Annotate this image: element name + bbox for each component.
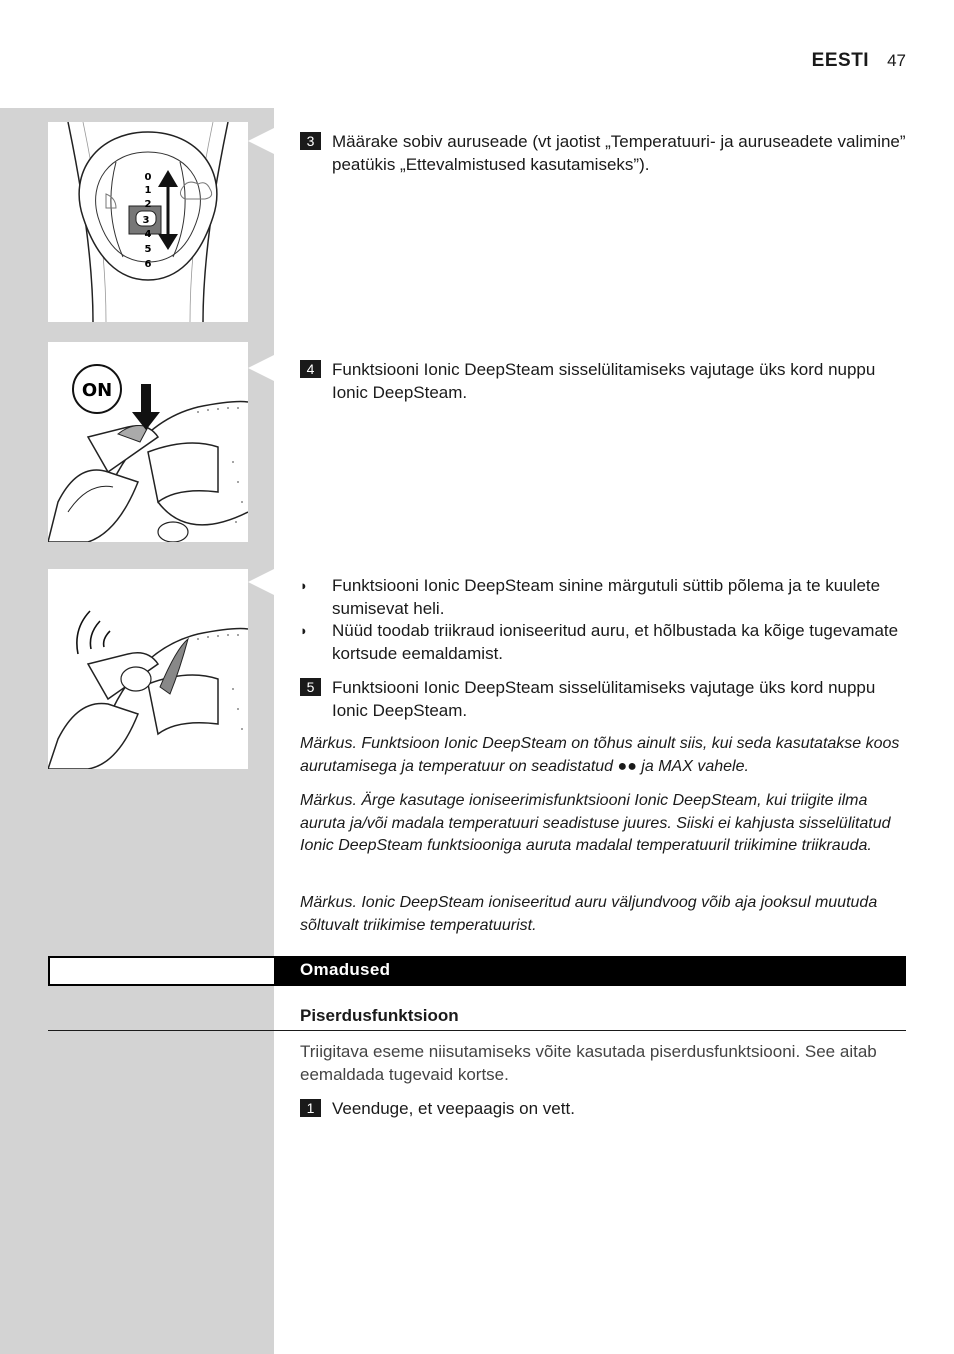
dial-number: 0 — [144, 172, 152, 183]
section-bar-left-cutout — [50, 958, 274, 984]
dial-selected-number: 3 — [142, 215, 150, 226]
step-text: Funktsiooni Ionic DeepSteam sisselülitamiseks vajutage üks kord nuppu Ionic DeepSteam. — [332, 360, 876, 402]
note-1: Märkus. Funktsioon Ionic DeepSteam on tõhus ainult siis, kui seda kasutatakse koos aurutamisega ja temperatuur on seadistatud ●● ja MAX vahele. — [300, 735, 900, 775]
figure-pointer — [248, 128, 274, 154]
figure-pointer — [248, 569, 274, 595]
section-title: Omadused — [300, 960, 391, 979]
dial-number: 6 — [144, 259, 152, 270]
bullet-icon: ◗ — [300, 578, 308, 593]
section-heading-bar — [48, 956, 906, 986]
step-text: Määrake sobiv auruseade (vt jaotist „Temperatuuri- ja auruseadete valimine” peatükis „Ettevalmistused kasutamiseks”). — [332, 132, 906, 174]
page-number: 47 — [887, 51, 906, 70]
on-label: ON — [81, 380, 113, 401]
step-number: 5 — [300, 678, 321, 696]
subsection-title: Piserdusfunktsioon — [300, 1006, 459, 1025]
note-3: Märkus. Ionic DeepSteam ioniseeritud auru väljundvoog võib aja jooksul muutuda sõltuvalt triikimise temperatuurist. — [300, 894, 878, 934]
dial-number: 2 — [144, 199, 152, 210]
figure-pointer — [248, 355, 274, 381]
dial-number: 5 — [144, 244, 152, 255]
result-bullet-2 — [300, 619, 906, 665]
bullet-icon: ◗ — [300, 623, 308, 638]
step-1 — [300, 1097, 906, 1120]
bullet-text: Nüüd toodab triikraud ioniseeritud auru, et hõlbustada ka kõige tugevamate kortsude eemaldamist. — [332, 621, 899, 663]
step-4 — [300, 358, 906, 404]
bullet-text: Funktsiooni Ionic DeepSteam sinine märgutuli süttib põlema ja te kuulete sumisevat heli. — [332, 576, 881, 618]
dial-number: 4 — [144, 229, 152, 240]
step-text: Funktsiooni Ionic DeepSteam sisselülitamiseks vajutage üks kord nuppu Ionic DeepSteam. — [332, 678, 876, 720]
step-number: 1 — [300, 1099, 321, 1117]
subsection-rule — [48, 1030, 906, 1031]
figure-sound-indicator — [48, 569, 248, 769]
figure-on-button — [48, 342, 248, 542]
language-label: EESTI — [811, 50, 870, 71]
result-bullet-1 — [300, 574, 906, 620]
step-5 — [300, 676, 906, 722]
dial-number: 1 — [144, 185, 152, 196]
step-3 — [300, 130, 906, 176]
step-text: Veenduge, et veepaagis on vett. — [332, 1099, 575, 1118]
step-number: 4 — [300, 360, 321, 378]
note-2: Märkus. Ärge kasutage ioniseerimisfunktsiooni Ionic DeepSteam, kui triigite ilma auruta ja/või madala temperatuuri seadistuse juures. Siiski ei kahjusta sisselülitatud Ionic DeepSteam funktsiooniga auruta madalal temperatuuril triikimine triikrauda. — [300, 792, 891, 854]
figure-steam-dial — [48, 122, 248, 322]
step-number: 3 — [300, 132, 321, 150]
intro-paragraph: Triigitava eseme niisutamiseks võite kasutada piserdusfunktsiooni. See aitab eemaldada tugevaid kortse. — [300, 1042, 877, 1084]
page-header — [812, 50, 906, 72]
